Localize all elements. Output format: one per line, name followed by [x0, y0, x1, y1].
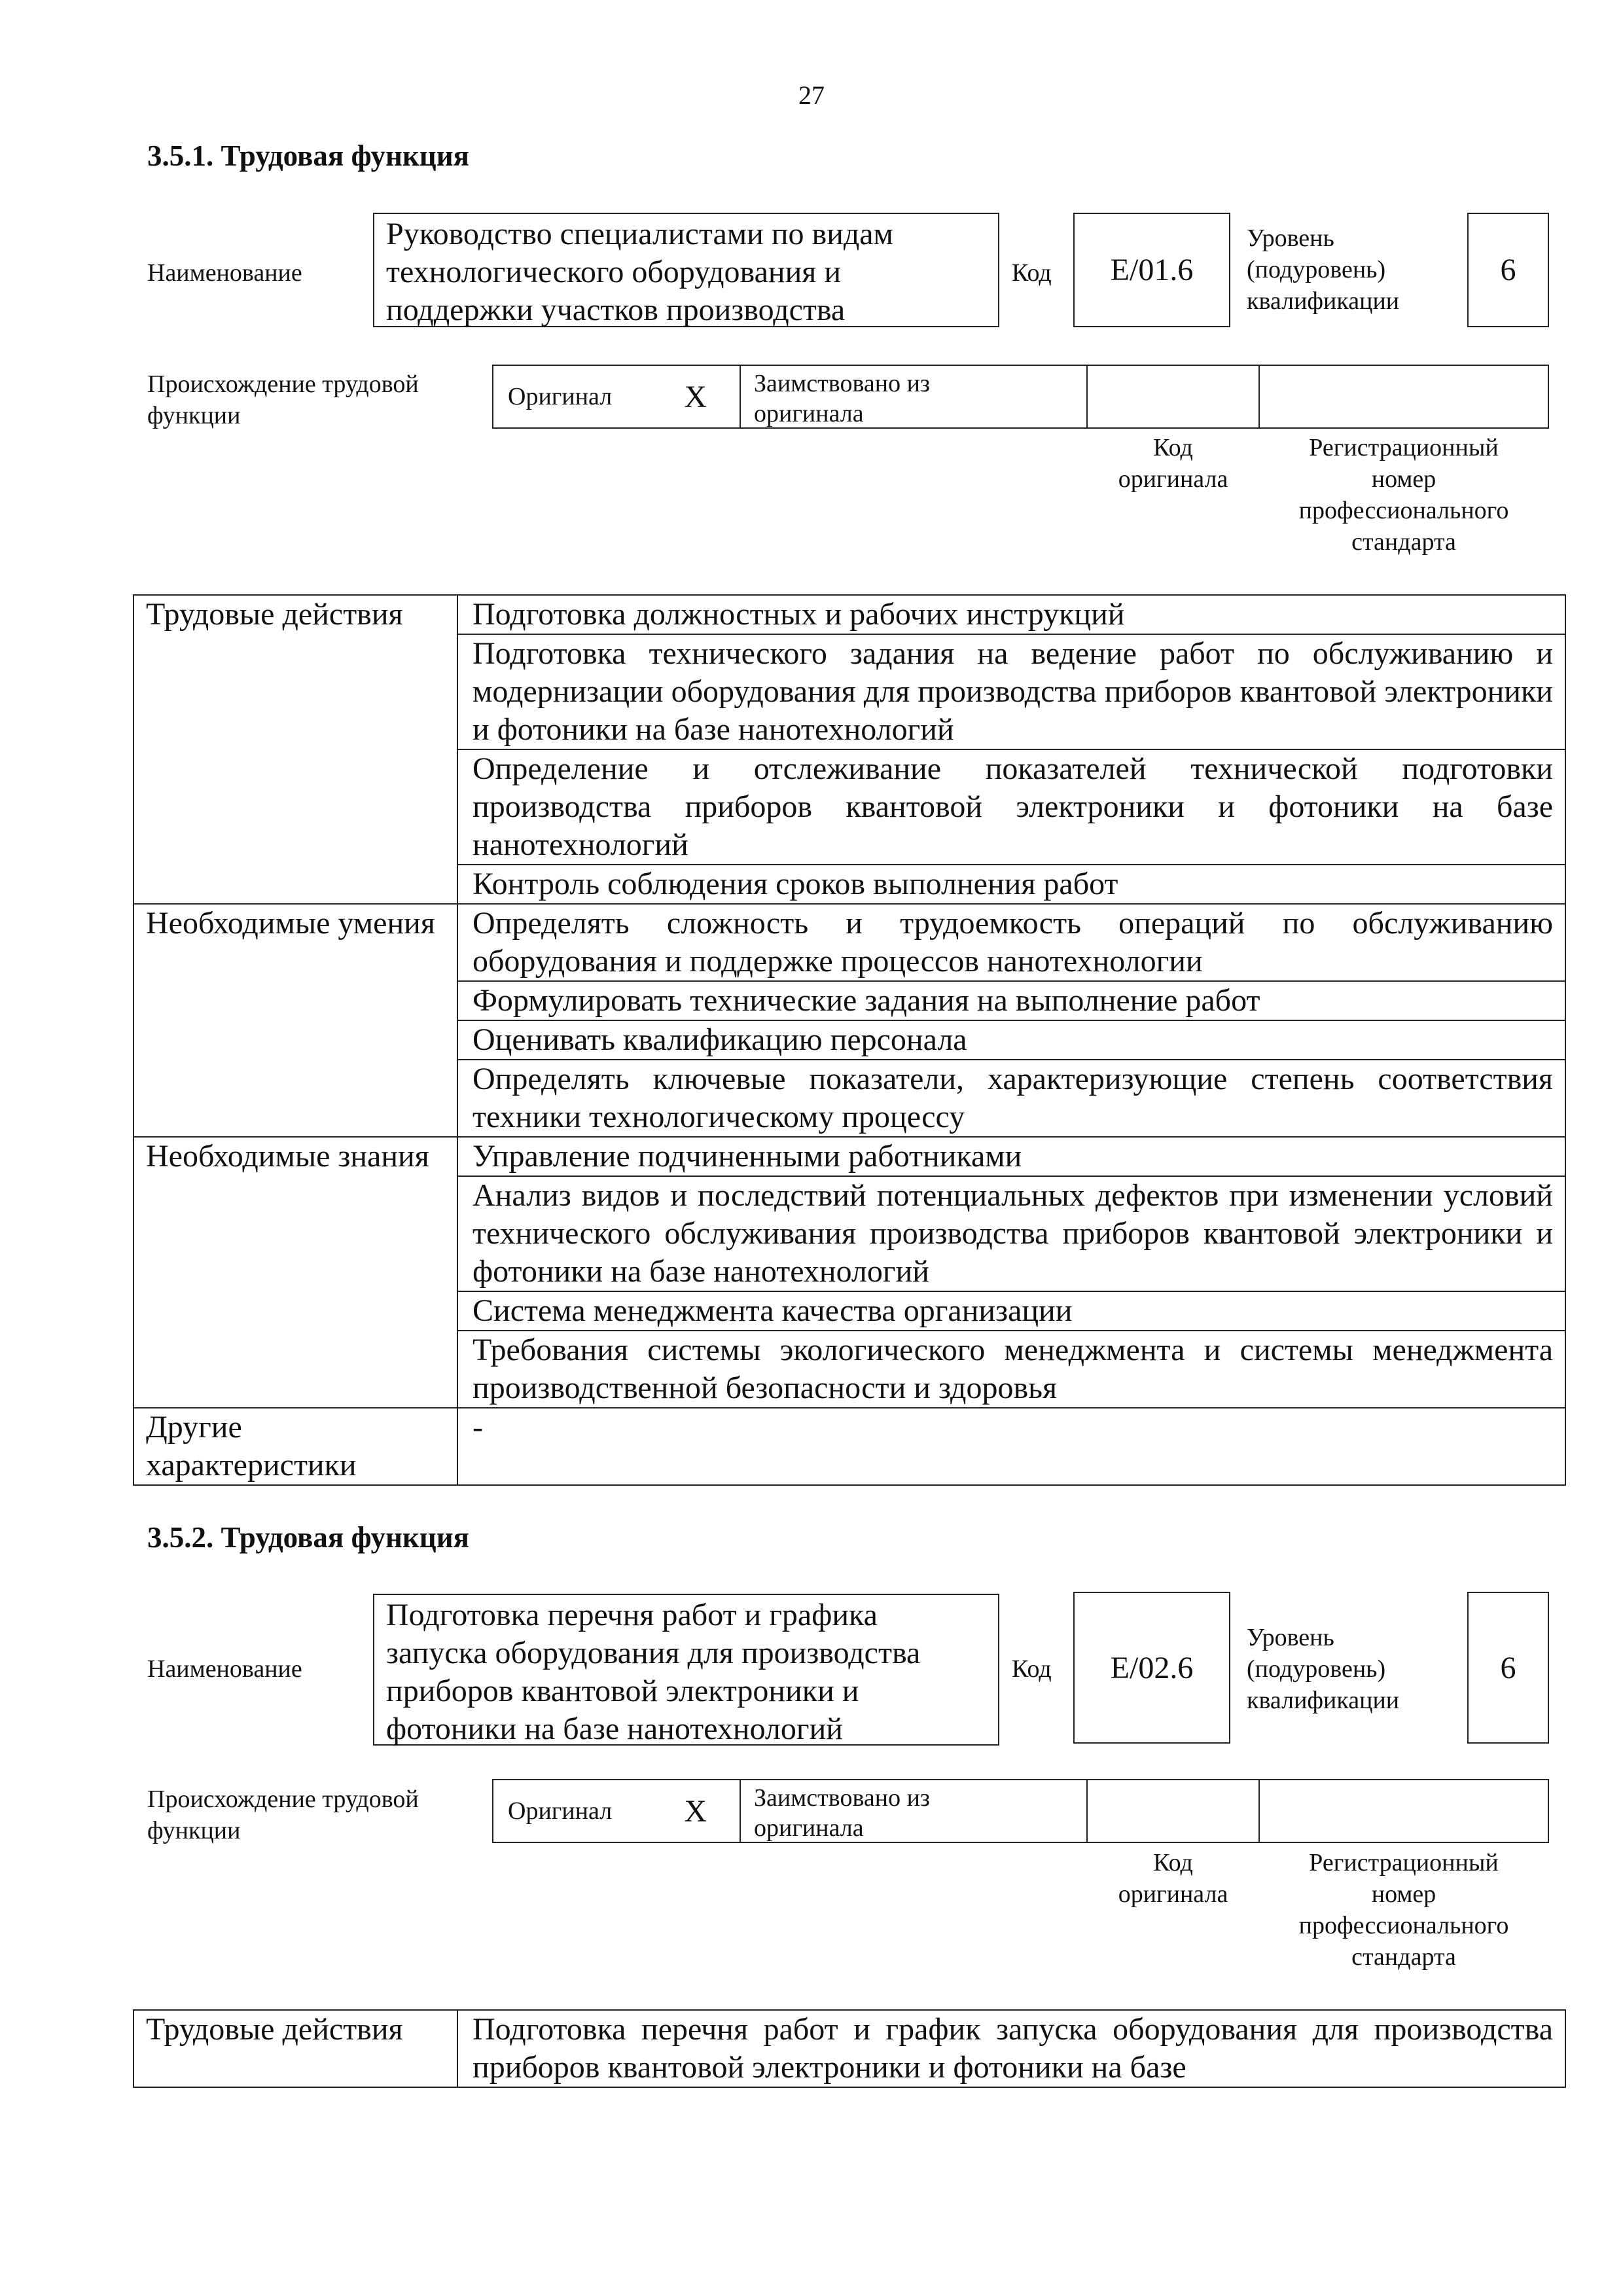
section-title: 3.5.2. Трудовая функция: [147, 1521, 470, 1554]
section-title: 3.5.1. Трудовая функция: [147, 139, 470, 172]
item-cell: Система менеджмента качества организации: [457, 1291, 1565, 1331]
borrowed-cell: [740, 1779, 1088, 1843]
level-label-line: (подуровень): [1247, 1655, 1386, 1683]
category-cell: Трудовые действия: [134, 2010, 457, 2087]
reg-number-caption: [1258, 432, 1549, 558]
caption-line: Код: [1153, 1849, 1193, 1876]
level-label-line: (подуровень): [1247, 256, 1386, 283]
origin-label: [147, 1784, 419, 1846]
origin-label-line: Происхождение трудовой: [147, 370, 419, 398]
caption-line: стандарта: [1351, 528, 1456, 556]
code-box: E/01.6: [1073, 213, 1230, 327]
name-line: приборов квантовой электроники и: [386, 1674, 859, 1708]
caption-line: Регистрационный: [1309, 1849, 1499, 1876]
caption-line: профессионального: [1298, 497, 1509, 524]
labor-function-table: [133, 2009, 1566, 2088]
table-row: [134, 1408, 1565, 1485]
caption-line: профессионального: [1298, 1912, 1509, 1939]
reg-number-cell: [1258, 1779, 1549, 1843]
origin-label-line: Происхождение трудовой: [147, 1785, 419, 1813]
orig-code-caption: [1086, 432, 1260, 495]
item-cell: Подготовка технического задания на ведение работ по обслуживанию и модернизации оборудования для производства приборов квантовой электроники и фотоники на базе нанотехнологий: [457, 634, 1565, 749]
item-cell: Требования системы экологического менеджмента и системы менеджмента производственной безопасности и здоровья: [457, 1331, 1565, 1408]
item-cell: Контроль соблюдения сроков выполнения работ: [457, 865, 1565, 904]
name-label: Наименование: [147, 1655, 302, 1683]
category-cell: Необходимые знания: [134, 1137, 457, 1408]
code-label: Код: [1012, 259, 1052, 287]
origin-table: [492, 1779, 1549, 1843]
origin-label-line: функции: [147, 402, 241, 429]
original-label: Оригинал: [508, 1797, 613, 1825]
original-cell: [492, 1779, 741, 1843]
table-row: [134, 595, 1565, 634]
borrowed-line: Заимствовано из: [754, 370, 930, 397]
name-line: фотоники на базе нанотехнологий: [386, 1712, 843, 1746]
caption-line: номер: [1371, 465, 1436, 493]
name-line: Подготовка перечня работ и графика: [386, 1598, 878, 1632]
name-label: Наименование: [147, 259, 302, 287]
item-cell: Подготовка должностных и рабочих инструкций: [457, 595, 1565, 634]
page-number: 27: [798, 81, 825, 110]
code-label: Код: [1012, 1655, 1052, 1683]
orig-code-caption: [1086, 1847, 1260, 1910]
category-cell: Необходимые умения: [134, 904, 457, 1137]
reg-number-caption: [1258, 1847, 1549, 1973]
level-label: [1247, 223, 1399, 317]
table-row: [134, 2010, 1565, 2087]
level-box: 6: [1467, 1592, 1549, 1744]
level-box: 6: [1467, 213, 1549, 327]
original-code-cell: [1086, 1779, 1260, 1843]
name-line: поддержки участков производства: [386, 293, 846, 327]
item-cell: Определять ключевые показатели, характеризующие степень соответствия техники технологическому процессу: [457, 1060, 1565, 1137]
original-label: Оригинал: [508, 383, 613, 410]
origin-label-line: функции: [147, 1817, 241, 1844]
caption-line: Код: [1153, 434, 1193, 461]
item-cell: Формулировать технические задания на выполнение работ: [457, 981, 1565, 1020]
table-row: [134, 904, 1565, 981]
category-cell: Трудовые действия: [134, 595, 457, 904]
labor-function-table: [133, 594, 1566, 1486]
item-cell: Оценивать квалификацию персонала: [457, 1020, 1565, 1060]
caption-line: стандарта: [1351, 1943, 1456, 1971]
item-cell: Подготовка перечня работ и график запуска оборудования для производства приборов квантовой электроники и фотоники на базе: [457, 2010, 1565, 2087]
original-mark: X: [684, 379, 707, 414]
caption-line: номер: [1371, 1880, 1436, 1908]
level-label: [1247, 1622, 1399, 1716]
name-line: запуска оборудования для производства: [386, 1636, 921, 1670]
name-line: Руководство специалистами по видам: [386, 217, 893, 251]
borrowed-line: Заимствовано из: [754, 1784, 930, 1812]
item-cell: Управление подчиненными работниками: [457, 1137, 1565, 1176]
function-name-box: [373, 1594, 999, 1746]
borrowed-line: оригинала: [754, 1814, 864, 1842]
original-cell: [492, 365, 741, 429]
item-cell: Определять сложность и трудоемкость операций по обслуживанию оборудования и поддержке процессов нанотехнологии: [457, 904, 1565, 981]
caption-line: оригинала: [1118, 465, 1228, 493]
level-label-line: квалификации: [1247, 1687, 1400, 1714]
category-cell: Другие характеристики: [134, 1408, 457, 1485]
item-cell: -: [457, 1408, 1565, 1485]
item-cell: Определение и отслеживание показателей технической подготовки производства приборов квантовой электроники и фотоники на базе нанотехнологий: [457, 749, 1565, 865]
original-mark: X: [684, 1793, 707, 1829]
origin-label: [147, 368, 419, 431]
item-cell: Анализ видов и последствий потенциальных дефектов при изменении условий технического обслуживания производства приборов квантовой электроники и фотоники на базе нанотехнологий: [457, 1176, 1565, 1291]
caption-line: оригинала: [1118, 1880, 1228, 1908]
level-label-line: Уровень: [1247, 224, 1334, 252]
name-line: технологического оборудования и: [386, 255, 842, 289]
borrowed-cell: [740, 365, 1088, 429]
code-box: E/02.6: [1073, 1592, 1230, 1744]
original-code-cell: [1086, 365, 1260, 429]
origin-table: [492, 365, 1549, 429]
level-label-line: квалификации: [1247, 287, 1400, 315]
table-row: [134, 1137, 1565, 1176]
caption-line: Регистрационный: [1309, 434, 1499, 461]
level-label-line: Уровень: [1247, 1624, 1334, 1651]
function-name-box: [373, 213, 999, 327]
borrowed-line: оригинала: [754, 400, 864, 427]
reg-number-cell: [1258, 365, 1549, 429]
